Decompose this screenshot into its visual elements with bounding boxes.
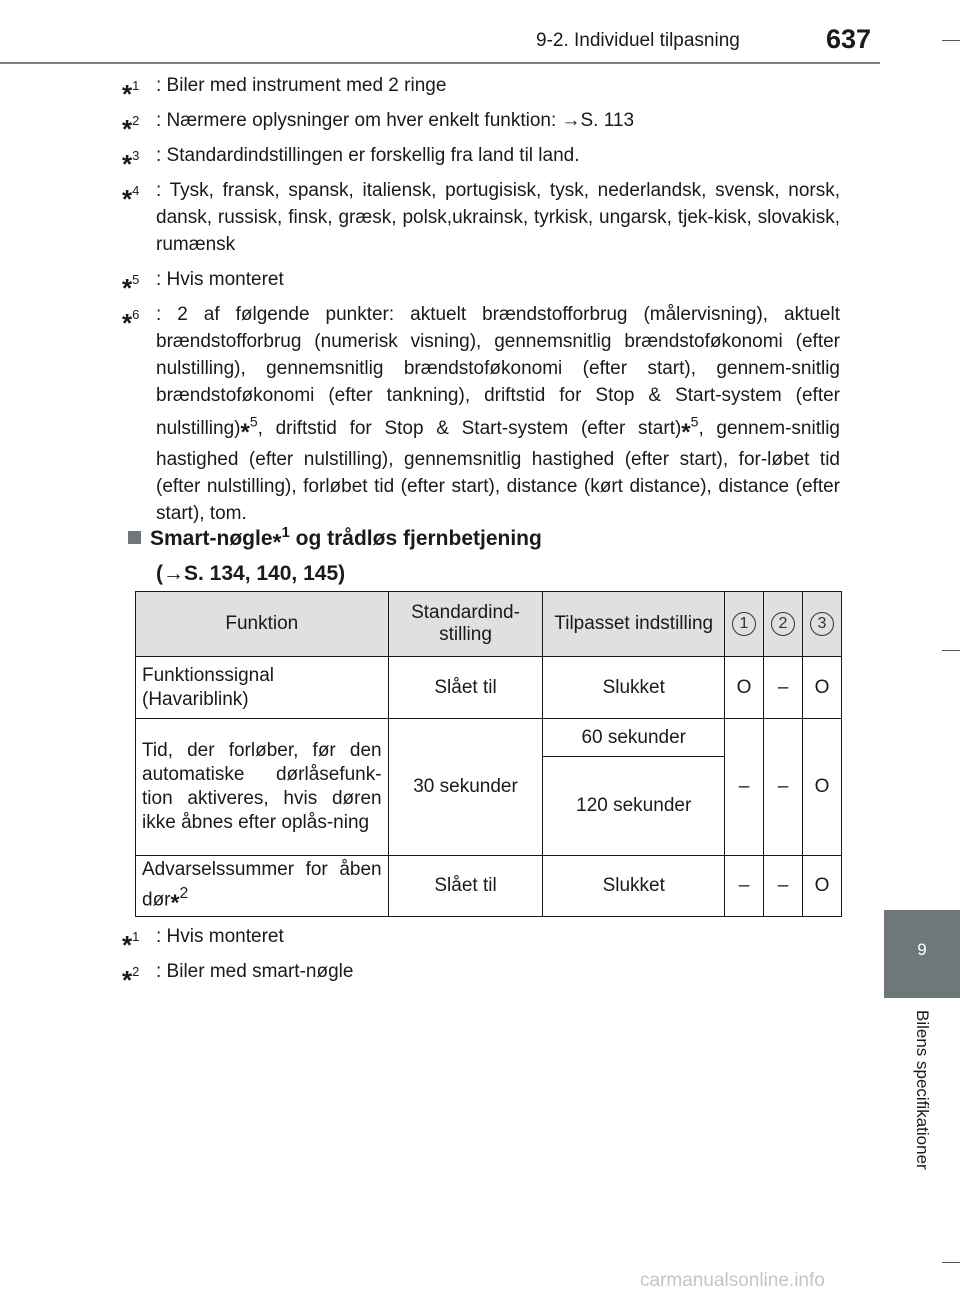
footnote-mark: *$^1$: [122, 78, 140, 109]
footnote-text: : Hvis monteret: [156, 269, 284, 290]
cell-custom: Slukket: [543, 657, 725, 719]
footnote-text: : Hvis monteret: [156, 926, 284, 947]
footnote: [122, 266, 840, 303]
table-header-row: [136, 592, 842, 657]
footnotes-bottom: [122, 923, 840, 993]
footnote-mark: *$^2$: [122, 113, 140, 144]
header-method-1: [725, 592, 764, 657]
page-number: 637: [826, 24, 872, 54]
footnote-mark: *$^5$: [122, 272, 140, 303]
footnote: [122, 958, 840, 995]
cell-method-2: –: [764, 719, 803, 856]
cell-default: Slået til: [388, 856, 543, 917]
footnote-text: : Nærmere oplysninger om hver enkelt funktion: →S. 113: [156, 110, 635, 131]
chapter-tab: 9: [884, 910, 960, 998]
crop-mark: [942, 1262, 960, 1263]
footnote: [122, 107, 840, 144]
cell-method-1: –: [725, 719, 764, 856]
footnote: [122, 177, 840, 258]
cell-method-1: O: [725, 657, 764, 719]
settings-table: [135, 591, 842, 917]
footnote-mark: *$^1$: [122, 929, 140, 960]
cell-method-3: O: [802, 657, 841, 719]
footnote: [122, 142, 840, 179]
header-function: Funktion: [136, 592, 389, 657]
cell-method-2: –: [764, 657, 803, 719]
cell-function: Funktionssignal (Havariblink): [136, 657, 389, 719]
cell-method-1: –: [725, 856, 764, 917]
watermark: carmanualsonline.info: [640, 1270, 825, 1291]
crop-mark: [942, 650, 960, 651]
crop-mark: [942, 40, 960, 41]
cell-default: Slået til: [388, 657, 543, 719]
cell-custom: Slukket: [543, 856, 725, 917]
section-heading: Smart-nøgle*$^1$ og trådløs fjernbetjening (→S. 134, 140, 145): [128, 517, 542, 589]
table-row: [136, 719, 842, 757]
cell-custom: 120 sekunder: [543, 757, 725, 856]
footnote: [122, 72, 840, 109]
circled-number-1-icon: 1: [732, 612, 756, 636]
cell-function: Tid, der forløber, før den automatiske dørlåsefunk-tion aktiveres, hvis døren ikke åbnes efter oplås-ning: [136, 719, 389, 856]
footnote-text: : 2 af følgende punkter: aktuelt brændstofforbrug (målervisning), aktuelt brændstofforbrug (numerisk visning), gennemsnitlig brændstoføkonomi (efter nulstilling), gennemsnitlig brændstoføkonomi (efter start), gennem-snitlig brændstoføkonomi (efter tankning), driftstid for Stop & Start-system (efter nulstilling)*$^5$, driftstid for Stop & Start-system (efter start)*$^5$, gennem-snitlig hastighed (efter nulstilling), gennemsnitlig hastighed (efter start), for-løbet tid (efter nulstilling), forløbet tid (efter start), distance (kørt distance), distance (efter start), tom.: [156, 304, 840, 525]
footnote: [122, 923, 840, 960]
footnote-text: : Biler med instrument med 2 ringe: [156, 75, 447, 96]
footnotes-top: [122, 72, 840, 535]
footnote-mark: *$^2$: [122, 964, 140, 995]
section-page-reference: (→S. 134, 140, 145): [156, 562, 346, 585]
table-row: [136, 657, 842, 719]
footnote-mark: *$^4$: [122, 183, 140, 214]
cell-default: 30 sekunder: [388, 719, 543, 856]
circled-number-3-icon: 3: [810, 612, 834, 636]
footnote-mark: *$^3$: [122, 148, 140, 179]
cell-function: Advarselssummer for åben dør*$^2$: [136, 856, 389, 917]
table-row: [136, 856, 842, 917]
footnote: [122, 301, 840, 527]
footnote-text: : Tysk, fransk, spansk, italiensk, portugisisk, tysk, nederlandsk, svensk, norsk, dansk, russisk, finsk, græsk, polsk,ukrainsk, tyrkisk, ungarsk, tjek-kisk, slovakisk, rumænsk: [156, 180, 840, 255]
header-method-3: [802, 592, 841, 657]
header-divider: [0, 62, 880, 64]
cell-method-3: O: [802, 856, 841, 917]
header-default: Standardind-stilling: [388, 592, 543, 657]
header-custom: Tilpasset indstilling: [543, 592, 725, 657]
footnote-mark: *$^6$: [122, 307, 140, 338]
square-bullet-icon: [128, 531, 141, 544]
cell-custom: 60 sekunder: [543, 719, 725, 757]
footnote-text: : Biler med smart-nøgle: [156, 961, 354, 982]
header-method-2: [764, 592, 803, 657]
chapter-title: Bilens specifikationer: [913, 1010, 932, 1170]
circled-number-2-icon: 2: [771, 612, 795, 636]
footnote-text: : Standardindstillingen er forskellig fra land til land.: [156, 145, 580, 166]
cell-method-2: –: [764, 856, 803, 917]
cell-method-3: O: [802, 719, 841, 856]
section-title: 9-2. Individuel tilpasning: [536, 30, 740, 51]
